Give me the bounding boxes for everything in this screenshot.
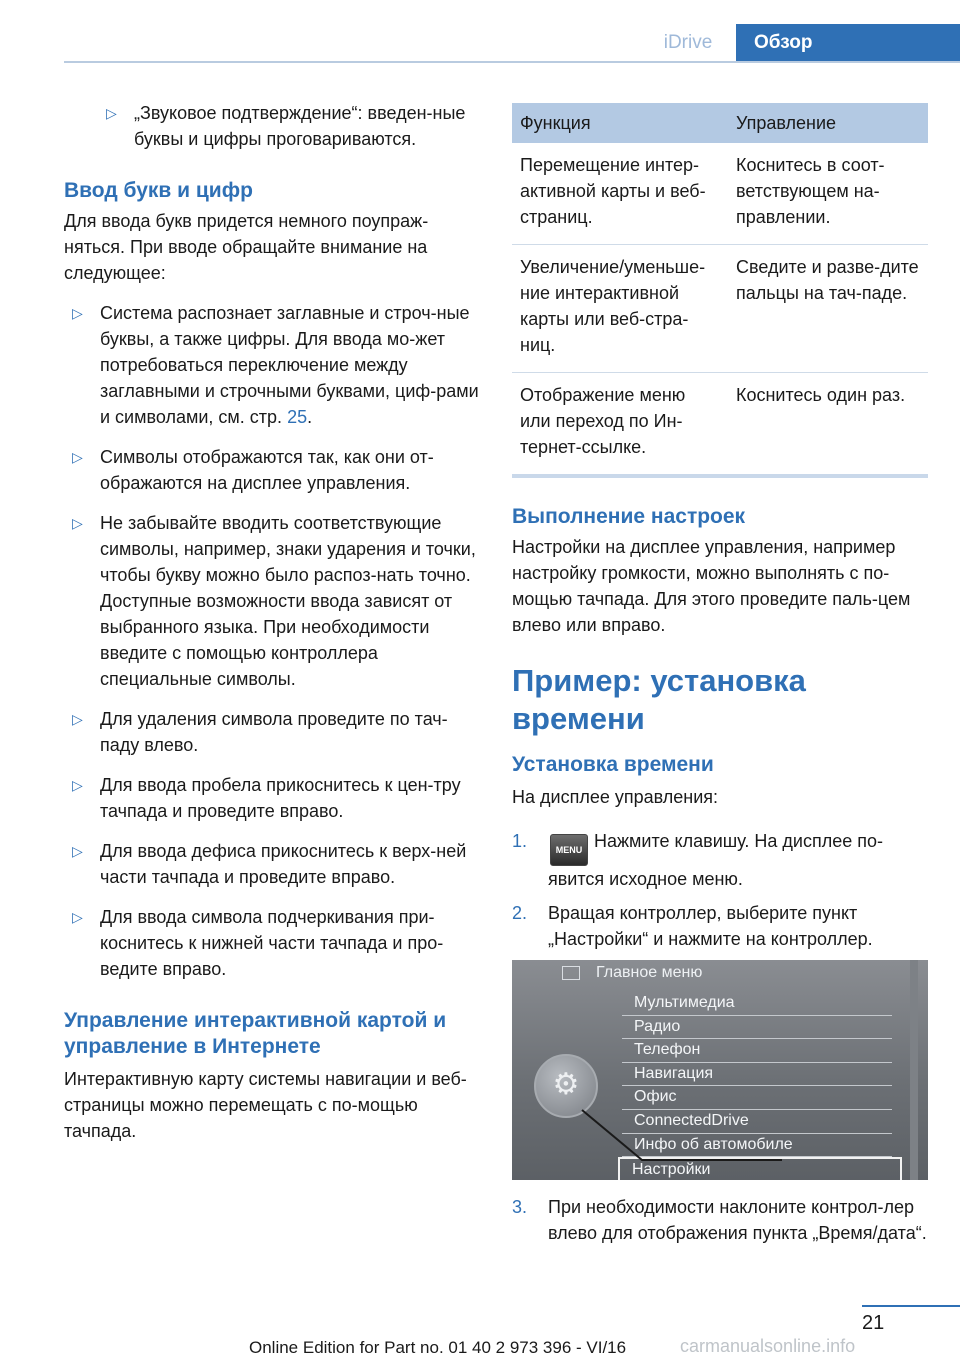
heading-letters: Ввод букв и цифр	[64, 179, 253, 202]
paragraph-display: На дисплее управления:	[512, 787, 719, 807]
triangle-bullet-icon: ▷	[72, 909, 83, 925]
header-section-tab: iDrive	[663, 32, 713, 53]
list-item: Навигация	[622, 1063, 892, 1087]
function-table	[512, 103, 928, 478]
edition-note: Online Edition for Part no. 01 40 2 973 396 - VI/16	[249, 1338, 627, 1357]
triangle-bullet-icon: ▷	[72, 515, 83, 531]
triangle-bullet-icon: ▷	[72, 711, 83, 727]
list-item: Радио	[622, 1016, 892, 1040]
page-reference-link[interactable]: 25	[287, 407, 308, 427]
heading-settings: Выполнение настроек	[512, 505, 746, 528]
screen-title: Главное меню	[596, 964, 703, 981]
table-cell: Увеличение/уменьше-ние интерактивной карты или веб-стра-ниц.	[512, 245, 728, 373]
list-item: ▷ Для ввода пробела прикоснитесь к цен-тру тачпада и проведите вправо.	[64, 772, 484, 824]
list-item-selected: Настройки	[618, 1157, 902, 1180]
list-item: ConnectedDrive	[622, 1110, 892, 1134]
triangle-bullet-icon: ▷	[72, 449, 83, 465]
table-cell: Перемещение интер-активной карты и веб-страниц.	[512, 143, 728, 245]
heading-map: Управление интерактивной картой и управление в Интернете	[64, 1009, 447, 1058]
list-item: ▷ Не забывайте вводить соответствующие символы, например, знаки ударения и точки, чтобы букву можно было распоз-нать точно. Доступные возможности ввода зависят от выбранного языка. При необходимости введите с помощью контроллера специальные символы.	[64, 510, 484, 692]
list-item: Мультимедиа	[622, 992, 892, 1016]
gear-icon: ⚙	[534, 1054, 598, 1118]
header-rule	[64, 61, 960, 63]
table-row	[512, 245, 928, 373]
table-row	[512, 373, 928, 477]
paragraph-letters: Для ввода букв придется немного поупраж-няться. При вводе обращайте внимание на следующее:	[64, 211, 429, 283]
right-column	[512, 103, 928, 1246]
intro-bullet: ▷ „Звуковое подтверждение“: введен-ные буквы и цифры проговариваются.	[98, 100, 484, 152]
triangle-bullet-icon: ▷	[72, 305, 83, 321]
list-item: ▷ Для удаления символа проведите по тач-паду влево.	[64, 706, 484, 758]
header-chapter-tab: Обзор	[736, 24, 960, 62]
screen-scrollbar	[910, 960, 918, 1180]
list-item: Телефон	[622, 1039, 892, 1063]
table-cell: Коснитесь в соот-ветствующем на-правлении.	[728, 143, 928, 245]
list-item: ▷ Для ввода дефиса прикоснитесь к верх-ней части тачпада и проведите вправо.	[64, 838, 484, 890]
list-item: Офис	[622, 1086, 892, 1110]
selection-pointer-line	[512, 960, 928, 1180]
list-item: Инфо об автомобиле	[622, 1134, 892, 1158]
footer-rule	[862, 1305, 960, 1307]
menu-key-icon: MENU	[550, 834, 588, 866]
list-item: ▷ Символы отображаются так, как они от-ображаются на дисплее управления.	[64, 444, 484, 496]
page-number: 21	[862, 1312, 885, 1334]
list-item: ▷ Система распознает заглавные и строч-ные буквы, а также цифры. Для ввода мо-жет потребоваться переключение между заглавными и строчными буквами, циф-рами и символами, см. стр. 25.	[64, 300, 484, 430]
triangle-bullet-icon: ▷	[106, 105, 117, 121]
idrive-screen-image	[512, 960, 928, 1180]
table-row	[512, 143, 928, 245]
step-item: 1. MENU Нажмите клавишу. На дисплее по-явится исходное меню.	[512, 831, 883, 889]
heading-example: Пример: установка времени	[512, 663, 806, 736]
heading-time: Установка времени	[512, 753, 714, 776]
list-item: ▷ Для ввода символа подчеркивания при-коснитесь к нижней части тачпада и про-ведите вправо.	[64, 904, 484, 982]
triangle-bullet-icon: ▷	[72, 843, 83, 859]
table-header-control: Управление	[728, 103, 928, 143]
triangle-bullet-icon: ▷	[72, 777, 83, 793]
paragraph-map: Интерактивную карту системы навигации и веб-страницы можно перемещать с по-мощью тачпада.	[64, 1069, 467, 1141]
table-cell: Отображение меню или переход по Ин-тернет-ссылке.	[512, 373, 728, 477]
paragraph-settings: Настройки на дисплее управления, например настройку громкости, можно выполнять с по-мощью тачпада. Для этого проведите паль-цем влево или вправо.	[512, 537, 911, 635]
step-item: 2. Вращая контроллер, выберите пункт „Настройки“ и нажмите на контроллер.	[512, 903, 873, 949]
left-column	[64, 100, 484, 1144]
watermark: carmanualsonline.info	[680, 1336, 856, 1356]
table-cell: Сведите и разве-дите пальцы на тач-паде.	[728, 245, 928, 373]
table-header-function: Функция	[512, 103, 728, 143]
table-cell: Коснитесь один раз.	[728, 373, 928, 477]
step-item: 3. При необходимости наклоните контрол-лер влево для отображения пункта „Время/дата“.	[512, 1197, 927, 1243]
